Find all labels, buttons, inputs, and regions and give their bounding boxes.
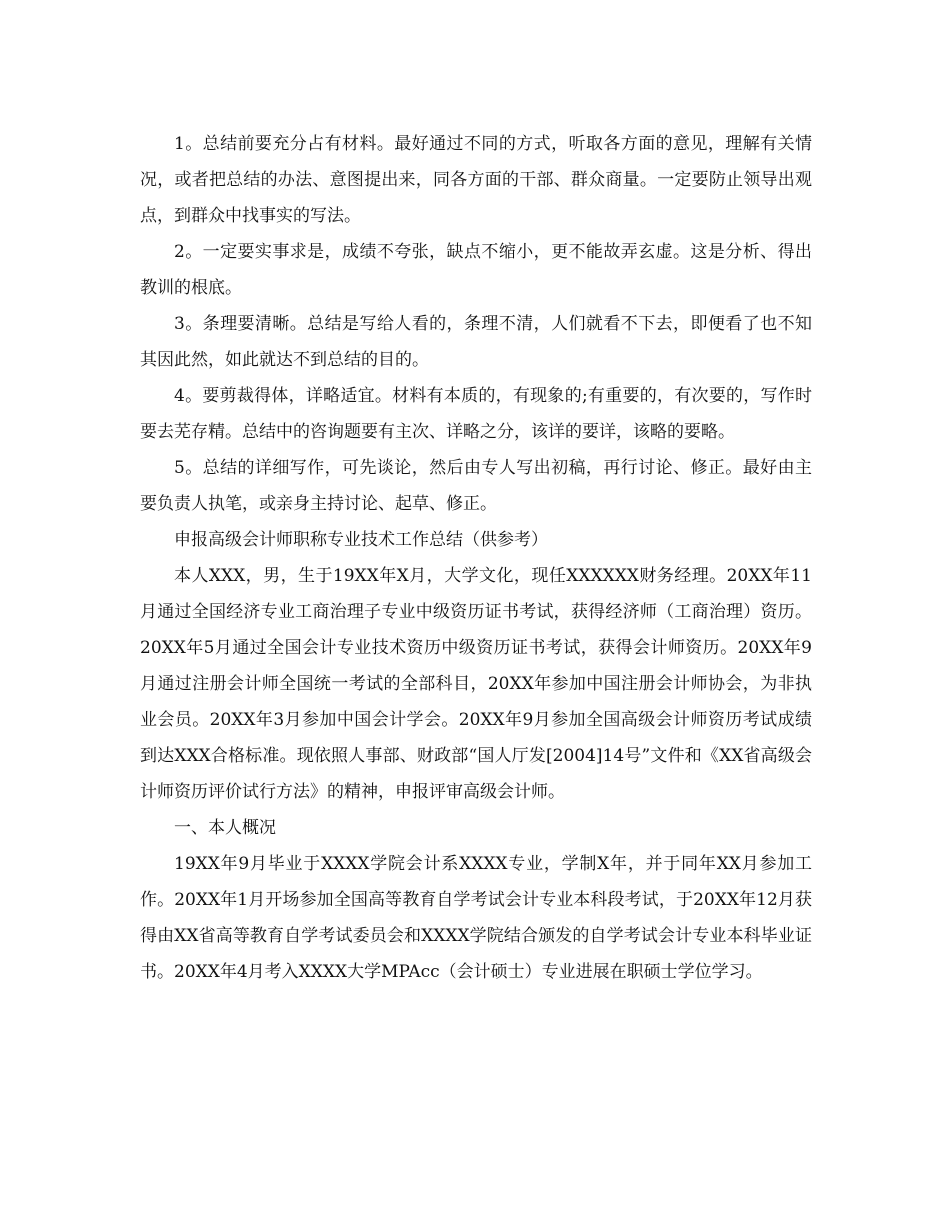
paragraph-section-body: 19XX年9月毕业于XXXX学院会计系XXXX专业，学制X年，并于同年XX月参加工作。20XX年1月开场参加全国高等教育自学考试会计专业本科段考试，于20XX年12月获得由XX省高等教育自学考试委员会和XXXX学院结合颁发的自学考试会计专业本科毕业证书。20XX年4月考入XXXX大学MPAcc（会计硕士）专业进展在职硕士学位学习。	[140, 854, 812, 982]
paragraph-tip-5: 5。总结的详细写作，可先谈论，然后由专人写出初稿，再行讨论、修正。最好由主要负责人执笔，或亲身主持讨论、起草、修正。	[140, 458, 812, 514]
paragraph-tip-4: 4。要剪裁得体，详略适宜。材料有本质的，有现象的;有重要的，有次要的，写作时要去芜存精。总结中的咨询题要有主次、详略之分，该详的要详，该略的要略。	[140, 386, 812, 442]
section-heading: 一、本人概况	[174, 818, 276, 838]
paragraph-tip-1: 1。总结前要充分占有材料。最好通过不同的方式，听取各方面的意见，理解有关情况，或者把总结的办法、意图提出来，同各方面的干部、群众商量。一定要防止领导出观点，到群众中找事实的写法。	[140, 134, 812, 226]
document-title: 申报高级会计师职称专业技术工作总结（供参考）	[174, 530, 548, 550]
document-body	[140, 126, 812, 990]
paragraph-tip-2: 2。一定要实事求是，成绩不夸张，缺点不缩小，更不能故弄玄虚。这是分析、得出教训的根底。	[140, 242, 812, 298]
paragraph-intro: 本人XXX，男，生于19XX年X月，大学文化，现任XXXXXX财务经理。20XX年11月通过全国经济专业工商治理子专业中级资历证书考试，获得经济师（工商治理）资历。20XX年5月通过全国会计专业技术资历中级资历证书考试，获得会计师资历。20XX年9月通过注册会计师全国统一考试的全部科目，20XX年参加中国注册会计师协会，为非执业会员。20XX年3月参加中国会计学会。20XX年9月参加全国高级会计师资历考试成绩到达XXX合格标准。现依照人事部、财政部“国人厅发[2004]14号”文件和《XX省高级会计师资历评价试行方法》的精神，申报评审高级会计师。	[140, 566, 812, 802]
paragraph-tip-3: 3。条理要清晰。总结是写给人看的，条理不清，人们就看不下去，即便看了也不知其因此然，如此就达不到总结的目的。	[140, 314, 812, 370]
